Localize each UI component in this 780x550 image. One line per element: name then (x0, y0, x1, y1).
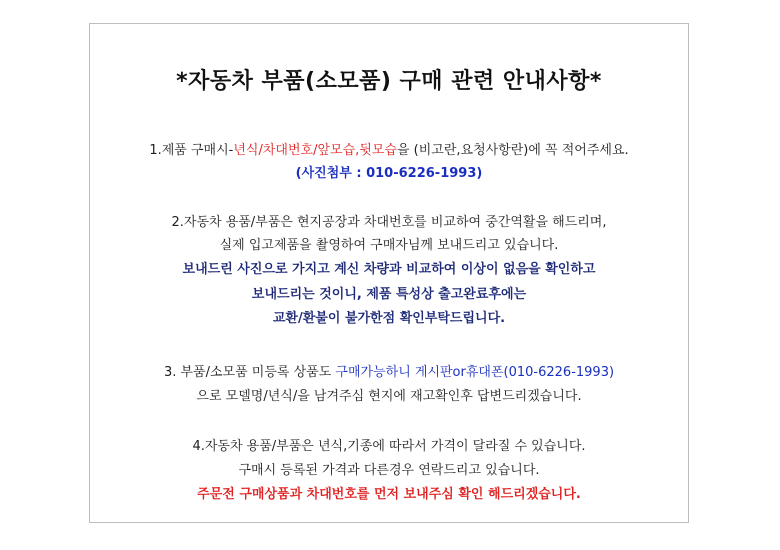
notice-title: *자동차 부품(소모품) 구매 관련 안내사항* (176, 69, 602, 94)
section2-line4: 보내드리는 것이니, 제품 특성상 출고완료후에는 (251, 287, 527, 302)
section1-prefix: 1.제품 구매시- (149, 143, 234, 158)
section3-line1 (90, 364, 688, 382)
section3-highlight: 구매가능하니 게시판or휴대폰(010-6226-1993) (335, 365, 615, 380)
section1-suffix: 을 (비고란,요청사항란)에 꼭 적어주세요. (396, 143, 629, 158)
notice-box (89, 23, 689, 523)
section1-highlight: 년식/차대번호/앞모습,뒷모습 (233, 143, 397, 158)
section4-line2: 구매시 등록된 가격과 다른경우 연락드리고 있습니다. (238, 463, 540, 478)
section2-line3: 보내드린 사진으로 가지고 계신 차량과 비교하여 이상이 없음을 확인하고 (182, 262, 596, 277)
section3-line2: 으로 모델명/년식/을 남겨주심 현지에 재고확인후 답변드리겠습니다. (196, 389, 582, 404)
section2-line2: 실제 입고제품을 촬영하여 구매자님께 보내드리고 있습니다. (219, 238, 559, 253)
section2-line1: 2.자동차 용품/부품은 현지공장과 차대번호를 비교하여 중간역활을 해드리며, (171, 215, 607, 230)
section1-line1 (90, 142, 688, 160)
section2-line5: 교환/환불이 불가한점 확인부탁드립니다. (272, 311, 506, 326)
photo-note: (사진첨부 : 010-6226-1993) (295, 166, 483, 181)
section4-line1: 4.자동차 용품/부품은 년식,기종에 따라서 가격이 달라질 수 있습니다. (192, 439, 586, 454)
section4-line3: 주문전 구매상품과 차대번호를 먼저 보내주심 확인 해드리겠습니다. (197, 487, 581, 502)
section3-prefix: 3. 부품/소모품 미등록 상품도 (163, 365, 336, 380)
